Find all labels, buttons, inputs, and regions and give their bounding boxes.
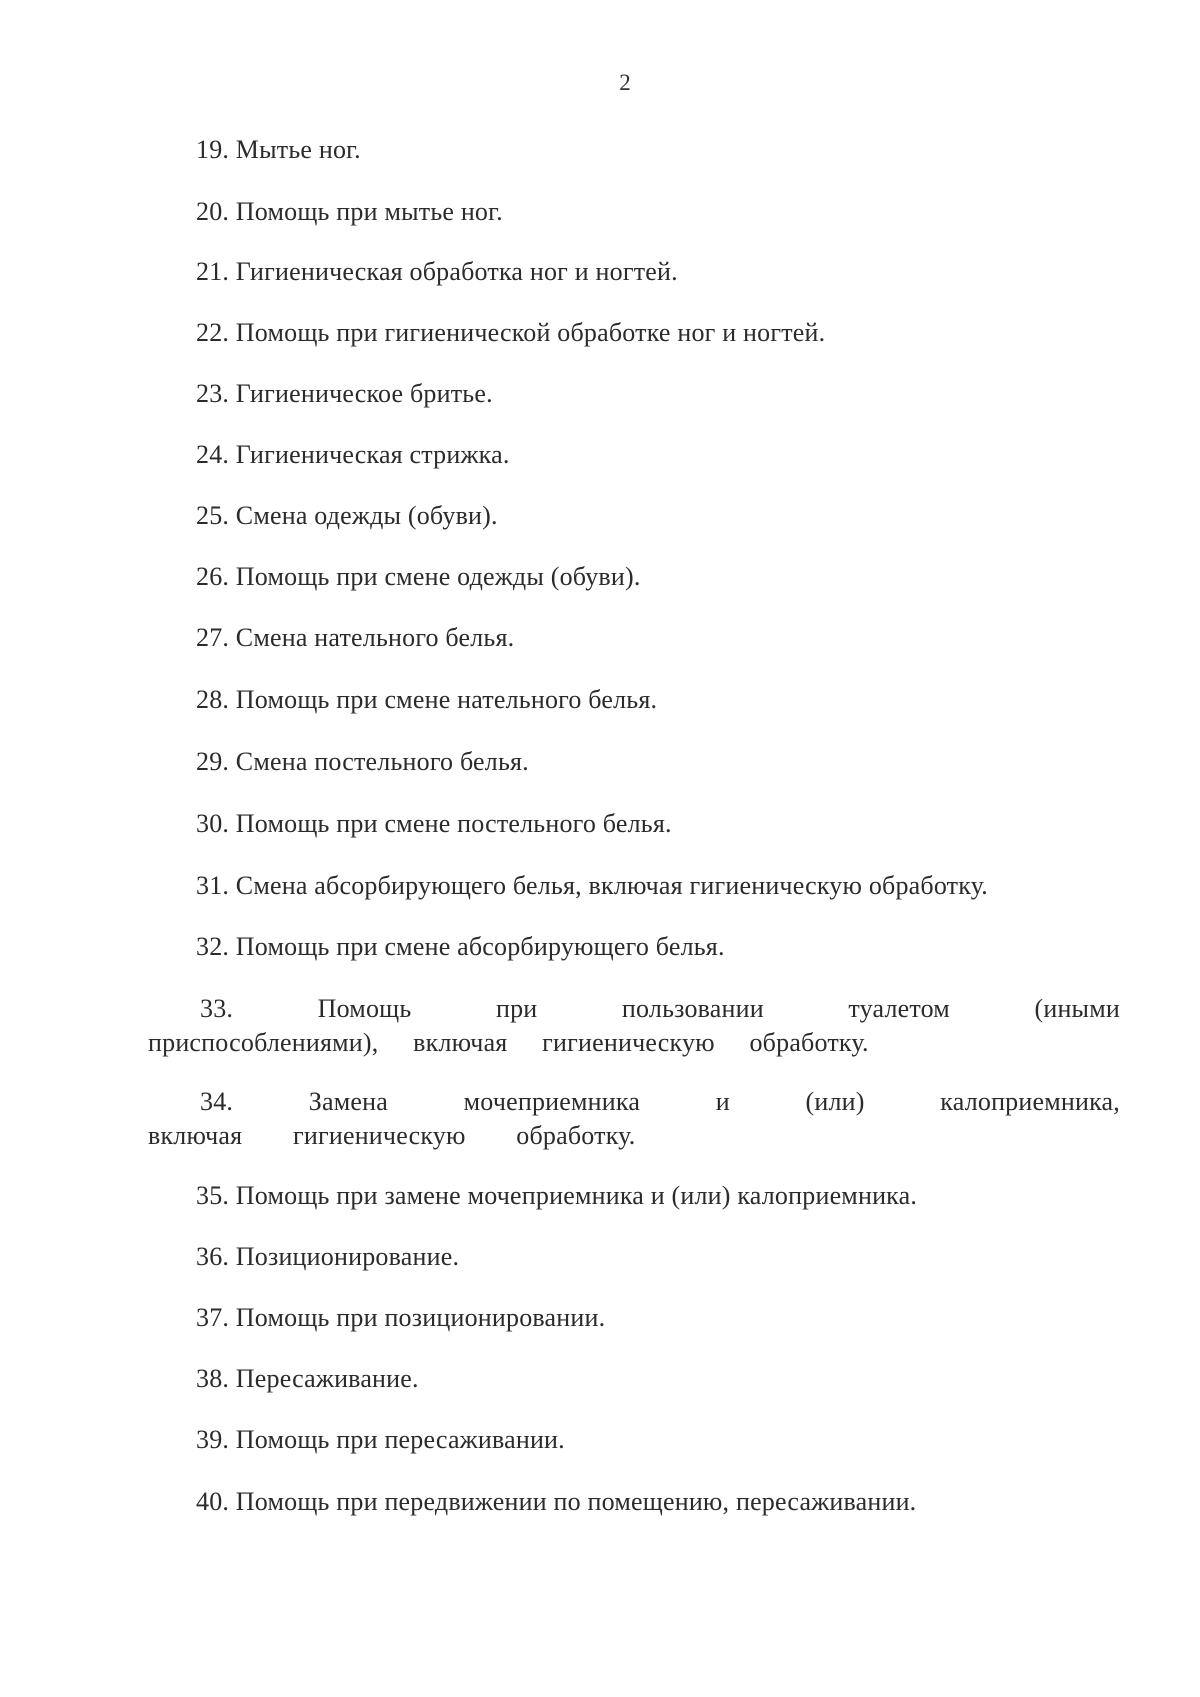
list-item-20: 20. Помощь при мытье ног. <box>196 197 503 226</box>
list-item-40: 40. Помощь при передвижении по помещению, пересаживании. <box>196 1487 917 1516</box>
list-item-26: 26. Помощь при смене одежды (обуви). <box>196 562 641 591</box>
list-item-30: 30. Помощь при смене постельного белья. <box>196 809 672 838</box>
list-item-31: 31. Смена абсорбирующего белья, включая гигиеническую обработку. <box>196 871 988 900</box>
list-item-25: 25. Смена одежды (обуви). <box>196 501 498 530</box>
list-item-37: 37. Помощь при позиционировании. <box>196 1303 606 1332</box>
list-item-24: 24. Гигиеническая стрижка. <box>196 440 510 469</box>
page-number: 2 <box>619 70 631 95</box>
list-item-27: 27. Смена нательного белья. <box>196 623 515 652</box>
list-item-23: 23. Гигиеническое бритье. <box>196 379 493 408</box>
list-item-33: 33. Помощь при пользовании туалетом (иными приспособлениями), включая гигиеническую обработку. <box>148 994 1120 1057</box>
list-item-19: 19. Мытье ног. <box>196 135 361 164</box>
list-item-22: 22. Помощь при гигиенической обработке ног и ногтей. <box>196 318 826 347</box>
list-item-35: 35. Помощь при замене мочеприемника и (или) калоприемника. <box>196 1181 918 1210</box>
list-item-38: 38. Пересаживание. <box>196 1364 419 1393</box>
list-item-39: 39. Помощь при пересаживании. <box>196 1425 565 1454</box>
list-item-32: 32. Помощь при смене абсорбирующего белья. <box>196 932 725 961</box>
list-item-36: 36. Позиционирование. <box>196 1242 460 1271</box>
list-item-21: 21. Гигиеническая обработка ног и ногтей. <box>196 257 678 286</box>
list-item-29: 29. Смена постельного белья. <box>196 747 529 776</box>
list-item-34: 34. Замена мочеприемника и (или) калоприемника, включая гигиеническую обработку. <box>148 1087 1120 1150</box>
list-item-28: 28. Помощь при смене нательного белья. <box>196 685 658 714</box>
